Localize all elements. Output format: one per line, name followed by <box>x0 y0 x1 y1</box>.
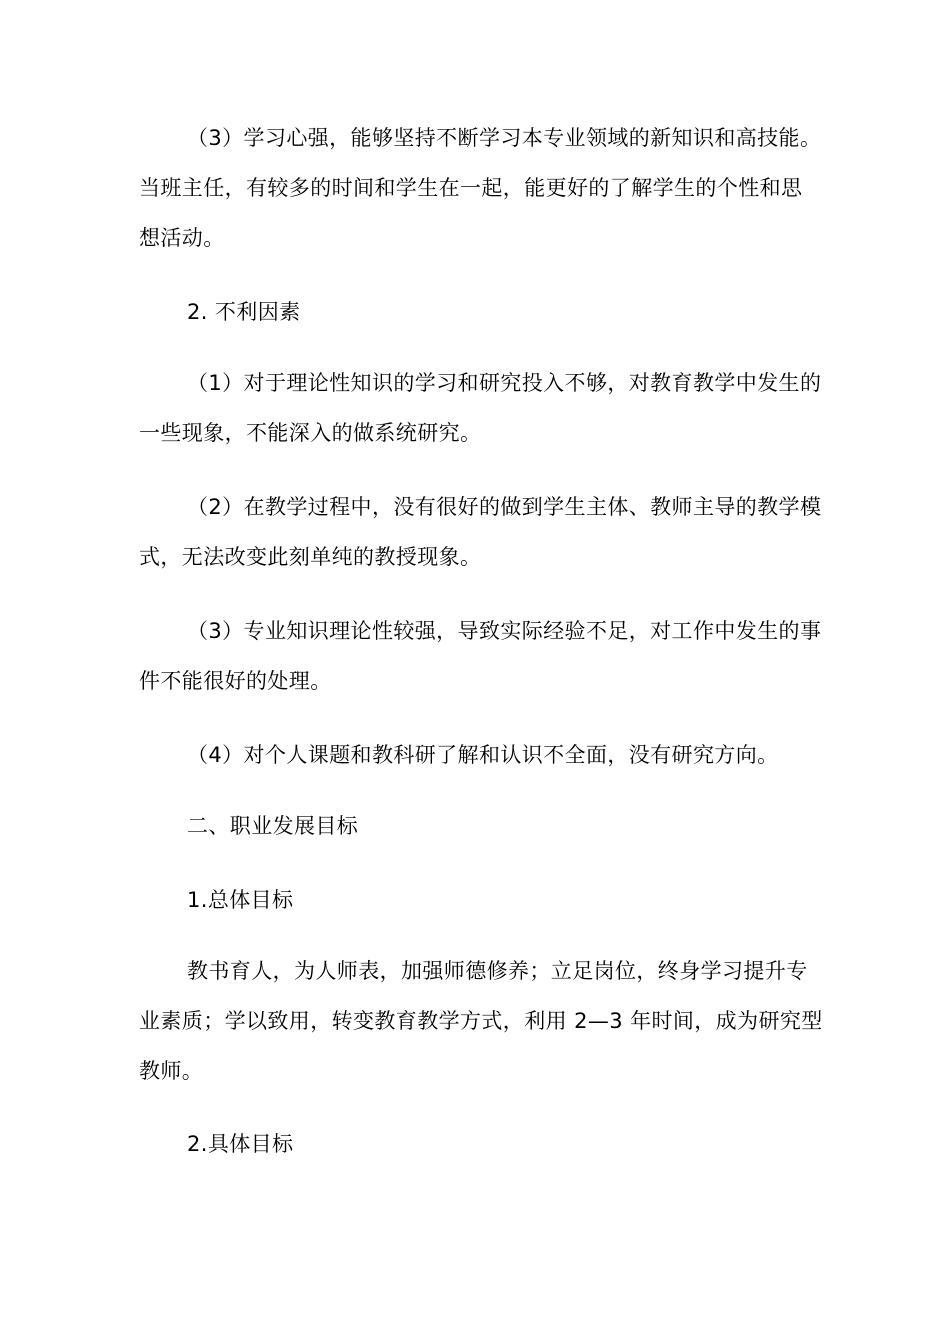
heading-overall-goal: 1.总体目标 <box>187 888 294 912</box>
paragraph-unfavorable-4: （4）对个人课题和教科研了解和认识不全面，没有研究方向。 <box>187 743 779 767</box>
paragraph-unfavorable-2: （2）在教学过程中，没有很好的做到学生主体、教师主导的教学模式，无法改变此刻单纯的教授现象。 <box>139 495 822 569</box>
paragraph-learning-strength: （3）学习心强，能够坚持不断学习本专业领域的新知识和高技能。当班主任，有较多的时间和学生在一起，能更好的了解学生的个性和思想活动。 <box>139 126 822 250</box>
heading-specific-goals: 2.具体目标 <box>187 1132 294 1156</box>
paragraph-unfavorable-3: （3）专业知识理论性较强，导致实际经验不足，对工作中发生的事件不能很好的处理。 <box>139 619 822 693</box>
heading-unfavorable-factors: 2. 不利因素 <box>187 300 301 324</box>
paragraph-overall-goal: 教书育人，为人师表，加强师德修养；立足岗位，终身学习提升专业素质；学以致用，转变教育教学方式，利用 2—3 年时间，成为研究型教师。 <box>139 959 823 1083</box>
heading-career-goals: 二、职业发展目标 <box>187 814 359 838</box>
paragraph-unfavorable-1: （1）对于理论性知识的学习和研究投入不够，对教育教学中发生的一些现象，不能深入的做系统研究。 <box>139 371 822 445</box>
